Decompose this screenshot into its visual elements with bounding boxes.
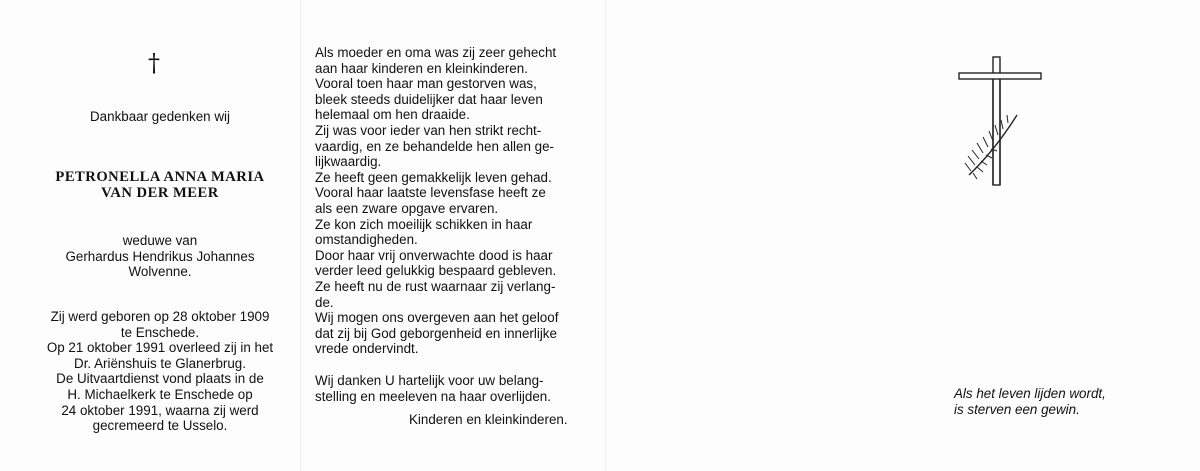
widow-line: Gerhardus Hendrikus Johannes bbox=[65, 248, 255, 264]
bio-line: H. Michaelkerk te Enschede op bbox=[67, 386, 253, 402]
tribute-line: helemaal om hen draaide. bbox=[315, 107, 470, 123]
bio-line: Op 21 oktober 1991 overleed zij in het bbox=[46, 340, 274, 356]
tribute-line: dat zij bij God geborgenheid en innerlijke bbox=[315, 325, 557, 341]
middle-panel bbox=[315, 0, 595, 471]
thanks-line: Wij danken U hartelijk voor uw belang- bbox=[315, 373, 544, 388]
bio-line: 24 oktober 1991, waarna zij werd bbox=[61, 402, 259, 418]
bio-line: Dr. Ariënshuis te Glanerbrug. bbox=[74, 355, 246, 371]
tribute-line: Wij mogen ons overgeven aan het geloof bbox=[315, 310, 559, 326]
widow-line: Wolvenne. bbox=[128, 264, 192, 280]
thanks-text bbox=[315, 373, 595, 404]
widow-block bbox=[40, 233, 280, 280]
thanks-line: stelling en meeleven na haar overlijden. bbox=[315, 388, 551, 404]
tribute-line: Ze kon zich moeilijk schikken in haar bbox=[315, 216, 533, 232]
fold-line bbox=[605, 0, 606, 471]
tribute-line: Ze heeft geen gemakkelijk leven gehad. bbox=[315, 169, 552, 185]
name-line: PETRONELLA ANNA MARIA bbox=[55, 169, 265, 185]
bio-line: Zij werd geboren op 28 oktober 1909 bbox=[50, 309, 270, 324]
quote-line: Als het leven lijden wordt, bbox=[954, 386, 1106, 401]
signature: Kinderen en kleinkinderen. bbox=[409, 412, 568, 427]
bio-block bbox=[40, 309, 280, 434]
bio-line: De Uitvaartdienst vond plaats in de bbox=[56, 371, 264, 387]
intro-text: Dankbaar gedenken wij bbox=[90, 109, 230, 124]
tribute-line: verder leed gelukkig bespaard gebleven. bbox=[315, 263, 557, 279]
cross-icon: † bbox=[148, 49, 160, 77]
left-panel bbox=[40, 0, 280, 471]
tribute-line: lijkwaardig. bbox=[315, 154, 382, 170]
tribute-line: Door haar vrij onverwachte dood is haar bbox=[315, 247, 553, 263]
tribute-line: Zij was voor ieder van hen strikt recht- bbox=[315, 122, 542, 138]
fold-line bbox=[300, 0, 301, 471]
widow-line: weduwe van bbox=[122, 233, 198, 248]
tribute-text bbox=[315, 45, 595, 357]
tribute-line: vaardig, en ze behandelde hen allen ge- bbox=[315, 138, 554, 154]
deceased-name bbox=[40, 169, 280, 201]
name-line: VAN DER MEER bbox=[101, 185, 219, 201]
tribute-line: Als moeder en oma was zij zeer gehecht bbox=[315, 45, 557, 60]
bio-line: te Enschede. bbox=[120, 324, 200, 340]
bio-line: gecremeerd te Usselo. bbox=[92, 418, 228, 434]
tribute-line: de. bbox=[315, 294, 334, 310]
tribute-line: Vooral haar laatste levensfase heeft ze bbox=[315, 185, 546, 201]
tribute-line: bleek steeds duidelijker dat haar leven bbox=[315, 91, 543, 107]
tribute-line: omstandigheden. bbox=[315, 232, 418, 248]
tribute-line: Ze heeft nu de rust waarnaar zij verlang- bbox=[315, 278, 556, 294]
tribute-line: Vooral toen haar man gestorven was, bbox=[315, 76, 537, 92]
tribute-line: aan haar kinderen en kleinkinderen. bbox=[315, 60, 528, 76]
quote-line: is sterven een gewin. bbox=[954, 401, 1080, 417]
cross-with-palm-branch-icon bbox=[955, 55, 1055, 190]
tribute-line: vrede ondervindt. bbox=[315, 341, 419, 357]
quote bbox=[954, 386, 1194, 417]
right-panel bbox=[900, 0, 1200, 471]
tribute-line: als een zware opgave ervaren. bbox=[315, 200, 499, 216]
